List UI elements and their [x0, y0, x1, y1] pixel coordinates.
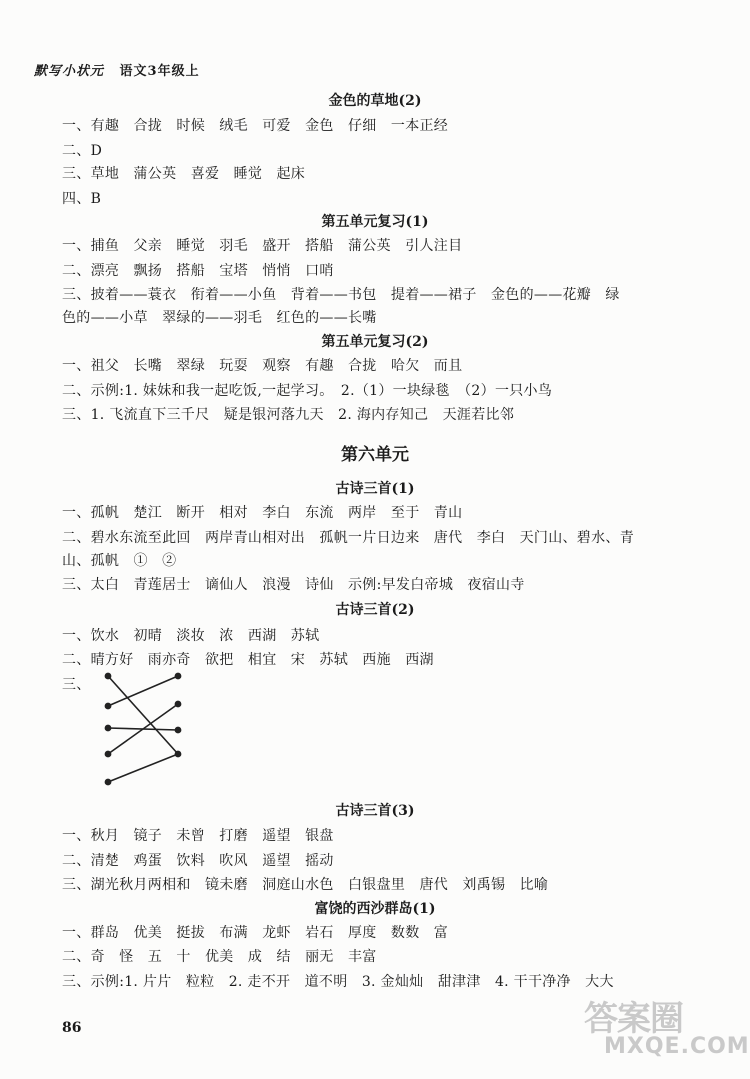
- answer-line: 一、饮水 初晴 淡妆 浓 西湖 苏轼: [62, 628, 320, 644]
- section-title: 第五单元复习(2): [321, 334, 429, 350]
- match-dot: [175, 727, 180, 732]
- answer-line: 三、湖光秋月两相和 镜未磨 洞庭山水色 白银盘里 唐代 刘禹锡 比喻: [62, 877, 549, 893]
- answer-line: 三、草地 蒲公英 喜爱 睡觉 起床: [62, 166, 306, 182]
- answer-line: 山、孤帆 ① ②: [62, 553, 177, 569]
- watermark-title: 答案圈: [584, 999, 683, 1039]
- section-title: 第五单元复习(1): [321, 214, 429, 230]
- answer-line: 色的——小草 翠绿的——羽毛 红色的——长嘴: [62, 310, 377, 326]
- match-line: [108, 676, 178, 754]
- watermark-url: MXQE.COM: [604, 1034, 750, 1059]
- answer-line: 二、清楚 鸡蛋 饮料 吹风 遥望 摇动: [62, 853, 334, 869]
- match-dot: [105, 725, 110, 730]
- match-dot: [175, 701, 180, 706]
- section-title: 古诗三首(2): [335, 602, 415, 618]
- match-dot: [105, 673, 110, 678]
- answer-line: 二、示例:1. 妹妹和我一起吃饭,一起学习。 2.（1）一块绿毯 （2）一只小鸟: [62, 383, 553, 399]
- answer-line: 三、示例:1. 片片 粒粒 2. 走不开 道不明 3. 金灿灿 甜津津 4. 干干净净 大大: [62, 974, 614, 990]
- section-title: 古诗三首(3): [335, 803, 415, 819]
- answer-line: 二、漂亮 飘扬 搭船 宝塔 悄悄 口哨: [62, 263, 334, 279]
- answer-line: 二、奇 怪 五 十 优美 成 结 丽无 丰富: [62, 949, 377, 965]
- answer-line: 四、B: [62, 191, 102, 207]
- match-dot: [105, 751, 110, 756]
- section-title: 富饶的西沙群岛(1): [314, 901, 436, 917]
- match-dot: [105, 779, 110, 784]
- answer-line: 二、D: [62, 143, 103, 159]
- answer-line: 三、太白 青莲居士 谪仙人 浪漫 诗仙 示例:早发白帝城 夜宿山寺: [62, 577, 525, 593]
- book-brand: 默写小状元: [34, 64, 105, 79]
- answer-line: 二、晴方好 雨亦奇 欲把 相宜 宋 苏轼 西施 西湖: [62, 652, 434, 668]
- answer-line: 一、有趣 合拢 时候 绒毛 可爱 金色 仔细 一本正经: [62, 118, 449, 134]
- match-line: [108, 754, 178, 782]
- section-title: 金色的草地(2): [328, 93, 422, 109]
- book-subtitle: 语文3年级上: [119, 64, 200, 79]
- answer-line: 一、群岛 优美 挺拔 布满 龙虾 岩石 厚度 数数 富: [62, 925, 449, 941]
- match-dot: [105, 703, 110, 708]
- watermark: [584, 999, 750, 1059]
- answer-line: 三、1. 飞流直下三千尺 疑是银河落九天 2. 海内存知己 天涯若比邻: [62, 407, 515, 423]
- page-header: [34, 60, 200, 79]
- answer-line: 一、秋月 镜子 未曾 打磨 遥望 银盘: [62, 828, 334, 844]
- answer-line: 一、祖父 长嘴 翠绿 玩耍 观察 有趣 合拢 哈欠 而且: [62, 358, 463, 374]
- match-dot: [175, 673, 180, 678]
- match-dot: [175, 751, 180, 756]
- section-title: 第六单元: [341, 445, 409, 465]
- section-title: 古诗三首(1): [335, 481, 415, 497]
- answer-line: 三、披着——蓑衣 衔着——小鱼 背着——书包 提着——裙子 金色的——花瓣 绿: [62, 287, 620, 303]
- page-number: 86: [62, 1020, 82, 1036]
- answer-line: 三、: [62, 677, 91, 693]
- answer-line: 一、捕鱼 父亲 睡觉 羽毛 盛开 搭船 蒲公英 引人注目: [62, 238, 463, 254]
- answer-line: 一、孤帆 楚江 断开 相对 李白 东流 两岸 至于 青山: [62, 505, 463, 521]
- matching-lines-diagram: [80, 668, 190, 798]
- match-line: [108, 676, 178, 706]
- answer-line: 二、碧水东流至此回 两岸青山相对出 孤帆一片日边来 唐代 李白 天门山、碧水、青: [62, 530, 634, 546]
